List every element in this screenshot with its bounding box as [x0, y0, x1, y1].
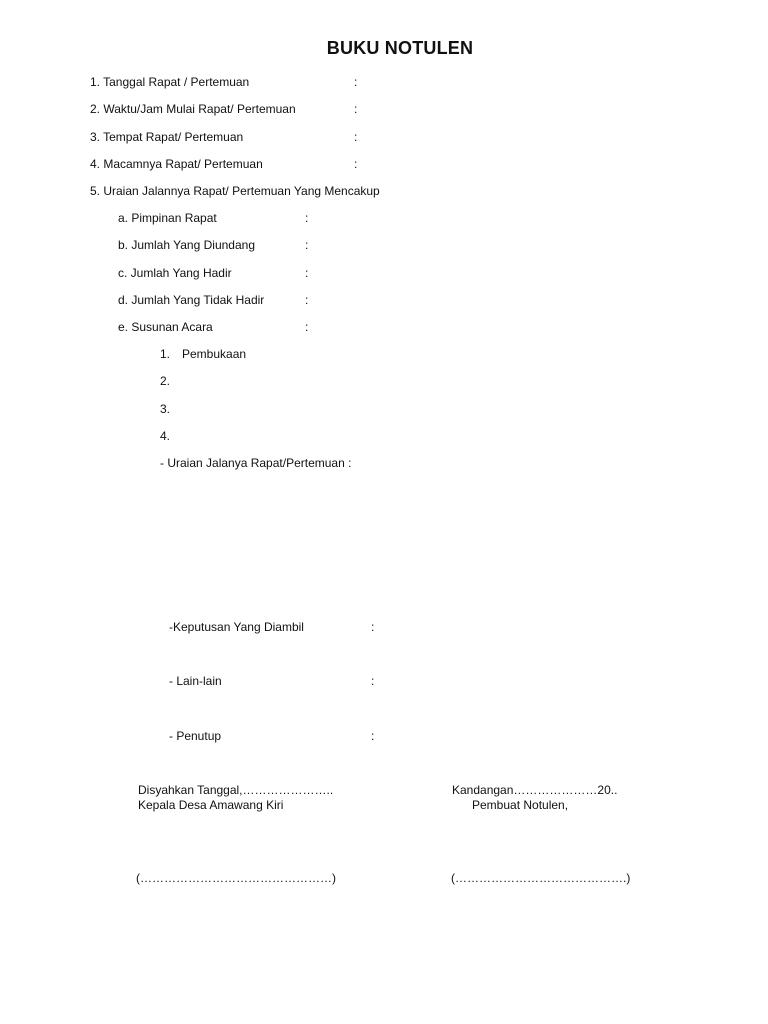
item-tempat-rapat: 3. Tempat Rapat/ Pertemuan: [90, 130, 244, 144]
colon: :: [305, 238, 309, 252]
left-signature-blank: (…………………………………………): [136, 871, 336, 885]
subitem-jumlah-diundang: b. Jumlah Yang Diundang: [118, 238, 255, 252]
colon: :: [354, 102, 358, 116]
right-signature-blank: (…………………………………….): [451, 871, 631, 885]
colon: :: [305, 211, 309, 225]
kepala-desa-label: Kepala Desa Amawang Kiri: [138, 798, 284, 812]
subitem-jumlah-hadir: c. Jumlah Yang Hadir: [118, 266, 232, 280]
agenda-number-2: 2.: [160, 374, 171, 388]
colon: :: [371, 674, 375, 688]
document-title: BUKU NOTULEN: [326, 38, 474, 58]
subitem-jumlah-tidak-hadir: d. Jumlah Yang Tidak Hadir: [118, 293, 265, 307]
item-waktu-rapat: 2. Waktu/Jam Mulai Rapat/ Pertemuan: [90, 102, 296, 116]
disyahkan-tanggal: Disyahkan Tanggal,…………………..: [138, 783, 334, 797]
subitem-susunan-acara: e. Susunan Acara: [118, 320, 213, 334]
item-macam-rapat: 4. Macamnya Rapat/ Pertemuan: [90, 157, 263, 171]
colon: :: [371, 620, 375, 634]
colon: :: [305, 266, 309, 280]
lain-lain: - Lain-lain: [169, 674, 222, 688]
colon: :: [371, 729, 375, 743]
colon: :: [354, 157, 358, 171]
pembuat-notulen-label: Pembuat Notulen,: [472, 798, 569, 812]
uraian-jalannya-rapat: - Uraian Jalanya Rapat/Pertemuan :: [160, 456, 352, 470]
colon: :: [354, 75, 358, 89]
item-tanggal-rapat: 1. Tanggal Rapat / Pertemuan: [90, 75, 250, 89]
agenda-number-4: 4.: [160, 429, 171, 443]
agenda-item-pembukaan: Pembukaan: [182, 347, 247, 361]
item-uraian-jalannya: 5. Uraian Jalannya Rapat/ Pertemuan Yang Mencakup: [90, 184, 380, 198]
agenda-number-3: 3.: [160, 402, 171, 416]
colon: :: [305, 320, 309, 334]
keputusan-diambil: -Keputusan Yang Diambil: [169, 620, 304, 634]
colon: :: [305, 293, 309, 307]
colon: :: [354, 130, 358, 144]
kandangan-date: Kandangan…………………20..: [452, 783, 618, 797]
agenda-number-1: 1.: [160, 347, 171, 361]
penutup: - Penutup: [169, 729, 222, 743]
subitem-pimpinan-rapat: a. Pimpinan Rapat: [118, 211, 217, 225]
